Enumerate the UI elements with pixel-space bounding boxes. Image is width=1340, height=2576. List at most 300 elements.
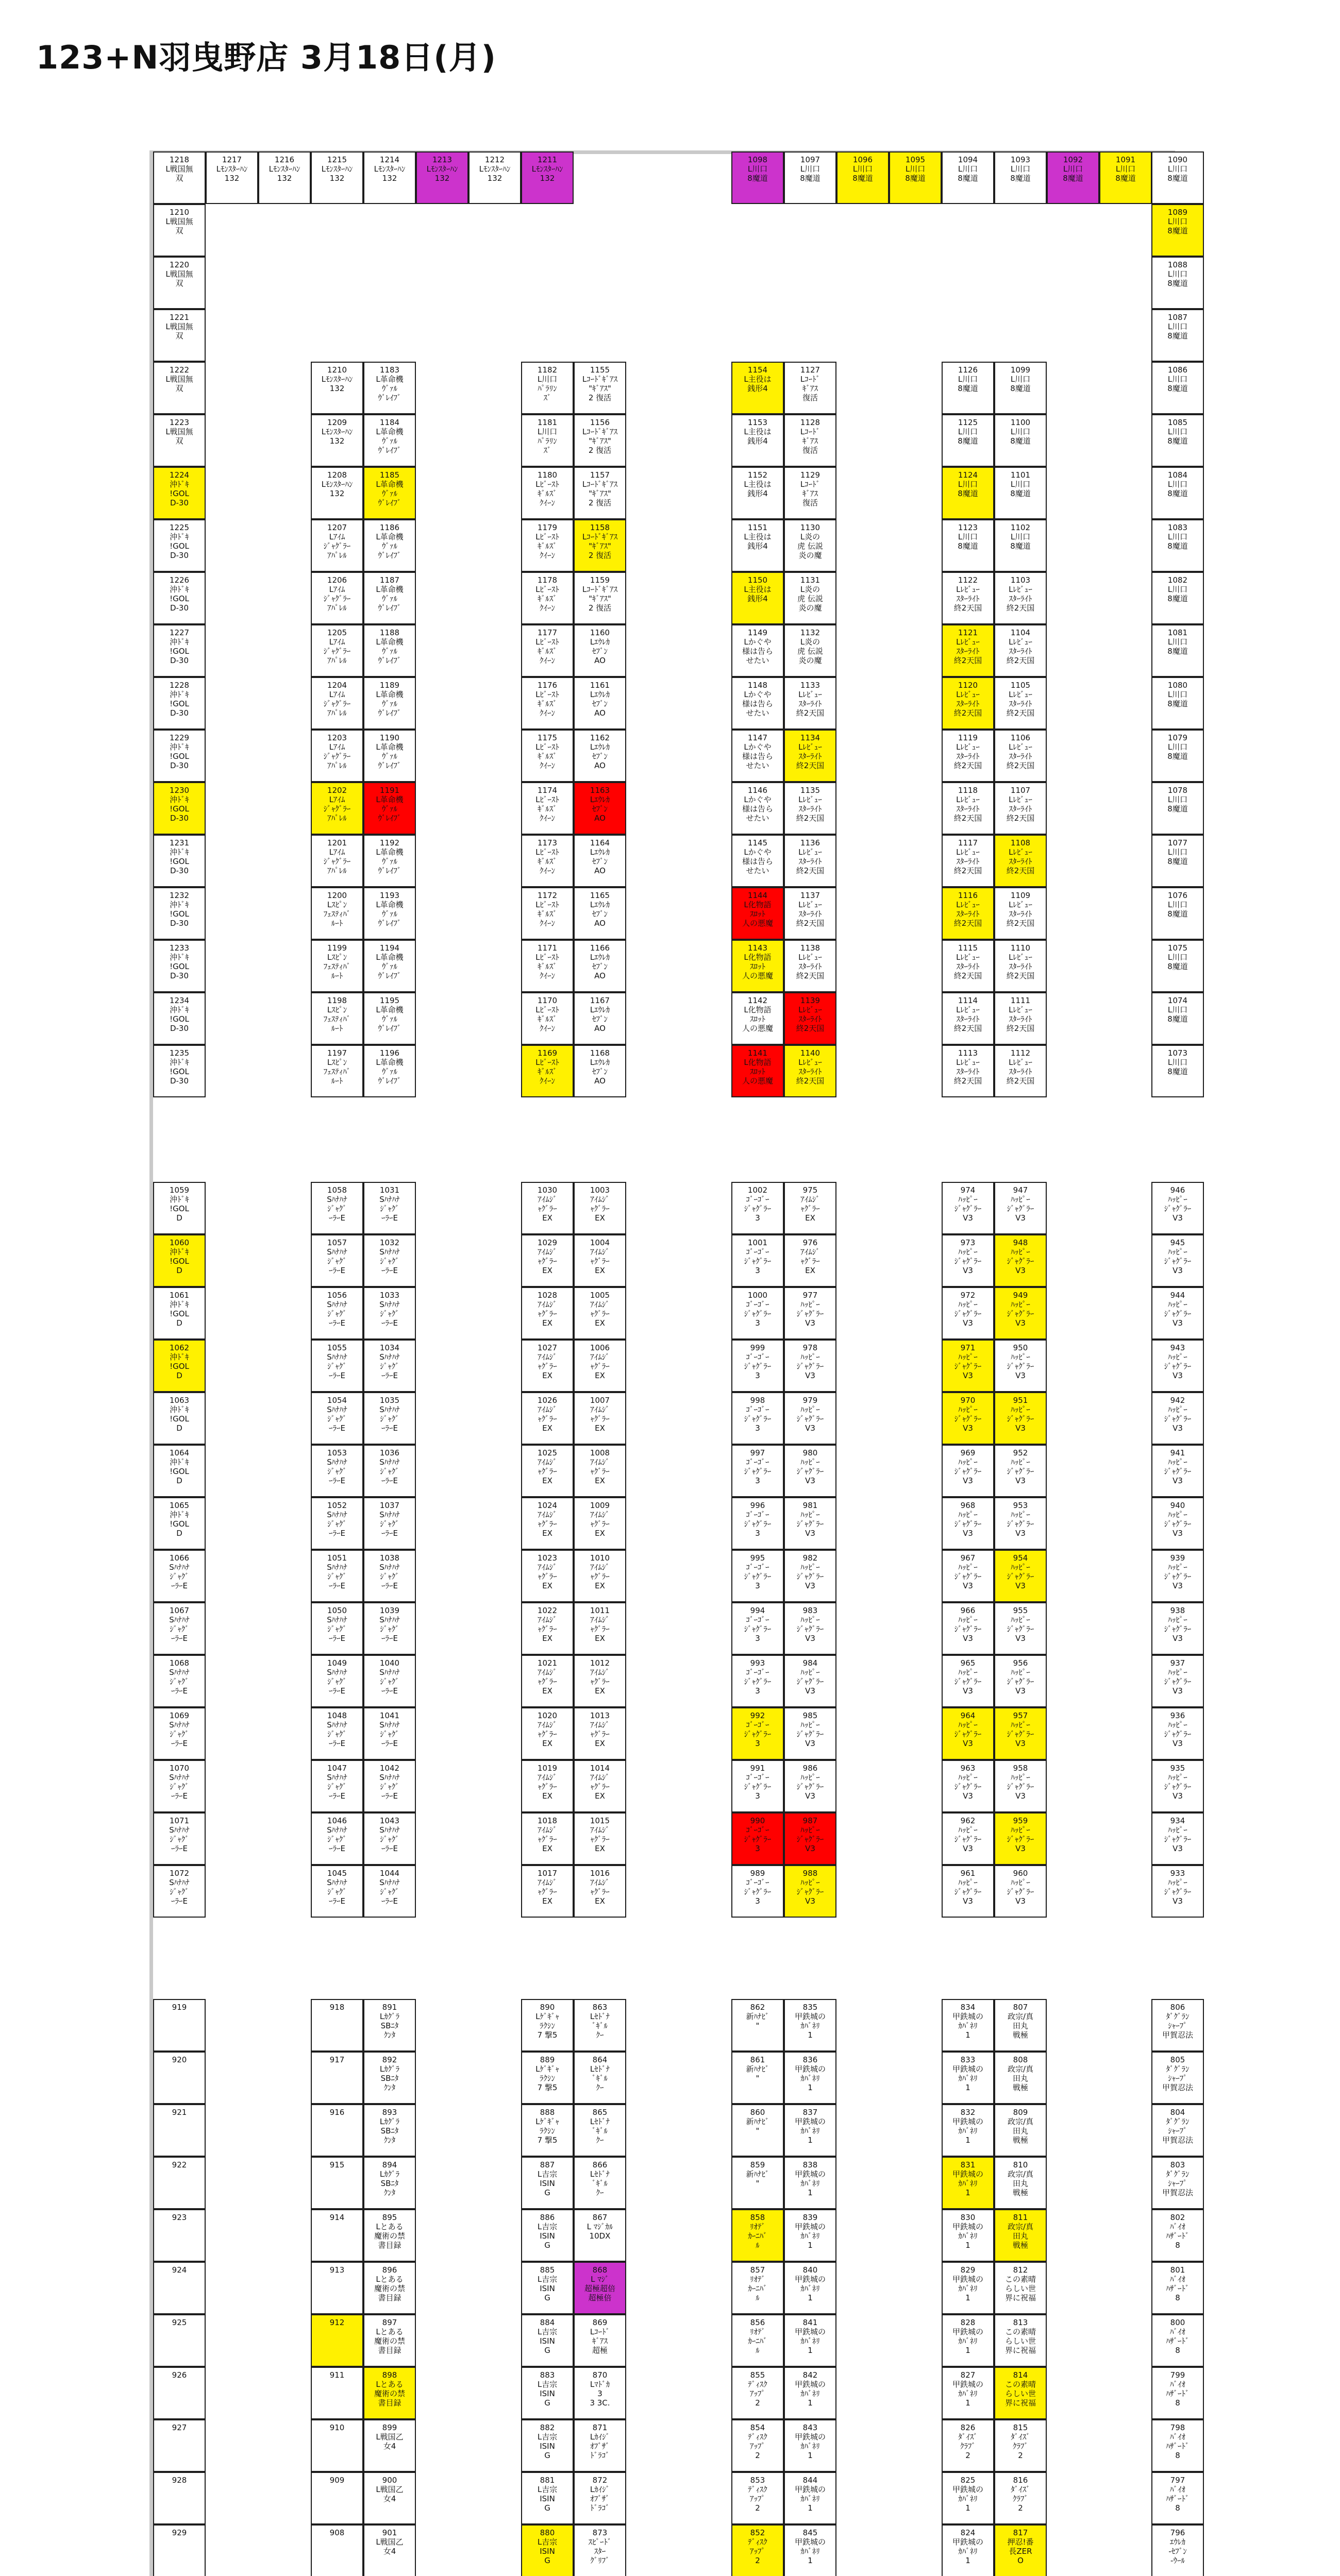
machine-cell (784, 1497, 836, 1550)
machine-cell (468, 151, 521, 204)
machine-name: Sﾊﾅﾊﾅ ｼﾞｬｸﾞ ｰﾗｰE (327, 1352, 347, 1380)
machine-number: 1110 (1010, 943, 1031, 953)
machine-number: 997 (750, 1448, 765, 1458)
machine-name: 甲鉄城の ｶﾊﾞﾈﾘ 1 (794, 2485, 826, 2513)
machine-number: 1096 (852, 155, 873, 164)
machine-name: ﾊｯﾋﾟｰ ｼﾞｬｸﾞﾗｰ V3 (1007, 1878, 1034, 1906)
machine-name: L革命機 ｳﾞｧﾙ ｳﾞﾚｲﾌﾞ (376, 427, 404, 455)
machine-cell (574, 677, 626, 730)
machine-cell (521, 414, 574, 467)
machine-cell (153, 467, 206, 519)
machine-name: Sﾊﾅﾊﾅ ｼﾞｬｸﾞ ｰﾗｰE (379, 1247, 400, 1275)
machine-cell (784, 1655, 836, 1707)
machine-name: L化物語 ｽﾛｯﾄ 人の悪魔 (742, 953, 773, 980)
machine-cell (521, 2314, 574, 2367)
machine-cell (153, 2314, 206, 2367)
machine-name: L革命機 ｳﾞｧﾙ ｳﾞﾚｲﾌﾞ (376, 953, 404, 980)
machine-number: 829 (960, 2265, 976, 2275)
machine-number: 854 (750, 2423, 765, 2432)
machine-number: 1185 (379, 470, 400, 480)
machine-cell (994, 1602, 1047, 1655)
machine-cell (1151, 1497, 1204, 1550)
machine-name: 新ﾊﾅﾋﾞ " (746, 2170, 769, 2188)
machine-cell (363, 992, 416, 1045)
machine-number: 824 (960, 2528, 976, 2537)
machine-number: 1147 (747, 733, 768, 742)
machine-number: 1220 (169, 260, 190, 269)
machine-name: Sﾊﾅﾊﾅ ｼﾞｬｸﾞ ｰﾗｰE (327, 1615, 347, 1643)
machine-number: 1002 (747, 1185, 768, 1195)
machine-name: ﾀﾞｸﾞﾗﾝ ｼｬｰﾌﾟ 甲賀忍法 (1162, 2117, 1193, 2145)
machine-number: 1227 (169, 628, 190, 637)
machine-number: 1215 (327, 155, 347, 164)
machine-name: L川口 8魔道 (1167, 690, 1188, 708)
machine-name: Lｱｲﾑ ｼﾞｬｸﾞﾗｰ ｱﾊﾟﾚﾙ (323, 585, 351, 613)
machine-number: 991 (750, 1764, 765, 1773)
machine-number: 841 (802, 2318, 818, 2327)
machine-number: 1057 (327, 1238, 347, 1247)
machine-number: 965 (960, 1658, 976, 1668)
machine-number: 1129 (800, 470, 820, 480)
machine-name: Sﾊﾅﾊﾅ ｼﾞｬｸﾞ ｰﾗｰE (327, 1773, 347, 1801)
machine-cell (1151, 2367, 1204, 2419)
machine-cell (731, 362, 784, 414)
machine-cell (784, 519, 836, 572)
machine-number: 917 (329, 2055, 345, 2064)
machine-cell (363, 624, 416, 677)
machine-cell (574, 2524, 626, 2576)
machine-name: ﾊｯﾋﾟｰ ｼﾞｬｸﾞﾗｰ V3 (1007, 1352, 1034, 1380)
machine-name: Lﾓﾝｽﾀｰﾊﾝ 132 (374, 164, 406, 183)
machine-cell (1151, 309, 1204, 362)
machine-cell (731, 677, 784, 730)
machine-name: Lｴｳﾚｶ ｾﾌﾞﾝ AO (590, 1005, 610, 1033)
machine-number: 1095 (905, 155, 926, 164)
machine-number: 1011 (590, 1606, 610, 1615)
machine-name: L川口 8魔道 (1167, 585, 1188, 603)
machine-name: Lﾋﾞｰｽﾄ ｷﾞﾙｽﾞ ｸｲｰﾝ (535, 1005, 559, 1033)
machine-number: 796 (1170, 2528, 1185, 2537)
machine-name: ｱｲﾑｼﾞ ｬｸﾞﾗｰ EX (590, 1720, 610, 1748)
machine-cell (731, 2209, 784, 2262)
machine-cell (521, 2524, 574, 2576)
machine-number: 872 (592, 2476, 608, 2485)
machine-number: 1055 (327, 1343, 347, 1352)
machine-number: 881 (540, 2476, 555, 2485)
machine-cell (731, 1999, 784, 2052)
machine-cell (731, 151, 784, 204)
machine-name: ｱｲﾑｼﾞ ｬｸﾞﾗｰ EX (590, 1195, 610, 1223)
machine-number: 1205 (327, 628, 347, 637)
machine-name: ｱｲﾑｼﾞ ｬｸﾞﾗｰ EX (538, 1195, 557, 1223)
machine-name: L戦国無 双 (165, 322, 193, 341)
machine-number: 1045 (327, 1869, 347, 1878)
machine-number: 835 (802, 2003, 818, 2012)
machine-number: 963 (960, 1764, 976, 1773)
machine-name: L主役は 銭形4 (744, 585, 772, 603)
machine-number: 1016 (590, 1869, 610, 1878)
machine-cell (994, 2104, 1047, 2157)
machine-number: 1138 (800, 943, 820, 953)
machine-name: 甲鉄城の ｶﾊﾞﾈﾘ 1 (794, 2012, 826, 2040)
machine-cell (363, 940, 416, 992)
machine-number: 947 (1013, 1185, 1028, 1195)
machine-name: L川口 8魔道 (1167, 900, 1188, 919)
machine-cell (784, 2262, 836, 2314)
machine-number: 1014 (590, 1764, 610, 1773)
machine-number: 839 (802, 2213, 818, 2222)
machine-number: 1181 (537, 418, 558, 427)
machine-cell (994, 151, 1047, 204)
machine-number: 999 (750, 1343, 765, 1352)
machine-number: 1172 (537, 891, 558, 900)
machine-number: 1005 (590, 1291, 610, 1300)
machine-number: 862 (750, 2003, 765, 2012)
machine-number: 1120 (958, 681, 978, 690)
machine-number: 816 (1013, 2476, 1028, 2485)
machine-name: Lｺｰﾄﾞ ｷﾞｱｽ 復活 (800, 480, 820, 507)
machine-cell (363, 151, 416, 204)
machine-number: 1126 (958, 365, 978, 375)
machine-cell (784, 2052, 836, 2104)
machine-number: 978 (802, 1343, 818, 1352)
machine-name: L革命機 ｳﾞｧﾙ ｳﾞﾚｲﾌﾞ (376, 1005, 404, 1033)
machine-number: 1100 (1010, 418, 1031, 427)
machine-cell (994, 992, 1047, 1045)
machine-name: 沖ﾄﾞｷ !GOL D-30 (170, 953, 189, 980)
machine-cell (784, 1182, 836, 1234)
machine-cell (942, 2472, 994, 2524)
machine-cell (153, 1812, 206, 1865)
machine-number: 892 (382, 2055, 397, 2064)
machine-number: 1225 (169, 523, 190, 532)
machine-cell (258, 151, 311, 204)
machine-number: 1195 (379, 996, 400, 1005)
machine-cell (784, 1865, 836, 1918)
machine-number: 929 (172, 2528, 187, 2537)
machine-cell (942, 1045, 994, 1097)
machine-cell (363, 1340, 416, 1392)
machine-number: 1116 (958, 891, 978, 900)
machine-cell (311, 2157, 363, 2209)
machine-name: ﾊｯﾋﾟｰ ｼﾞｬｸﾞﾗｰ V3 (796, 1405, 824, 1433)
machine-name: L川口 8魔道 (1167, 1058, 1188, 1076)
machine-name: Lﾚﾋﾞｭｰ ｽﾀｰﾗｲﾄ 終2天国 (1006, 690, 1035, 718)
machine-cell (521, 2052, 574, 2104)
machine-number: 938 (1170, 1606, 1185, 1615)
machine-cell (521, 730, 574, 782)
machine-name: ﾊｯﾋﾟｰ ｼﾞｬｸﾞﾗｰ V3 (1164, 1300, 1192, 1328)
machine-cell (311, 1760, 363, 1812)
machine-cell (942, 1999, 994, 2052)
machine-name: Lﾓﾝｽﾀｰﾊﾝ 132 (321, 427, 353, 446)
machine-name: Lｽﾋﾟﾝ ﾌｪｽﾃｨﾊﾞ ﾙｰﾄ (323, 953, 351, 980)
machine-name: ﾀﾞｲｽﾞ ｸﾗﾌﾞ 2 (958, 2432, 978, 2460)
machine-name: Lﾚﾋﾞｭｰ ｽﾀｰﾗｲﾄ 終2天国 (953, 795, 982, 823)
machine-number: 1013 (590, 1711, 610, 1720)
machine-name: ﾊｯﾋﾟｰ ｼﾞｬｸﾞﾗｰ V3 (796, 1720, 824, 1748)
machine-number: 1124 (958, 470, 978, 480)
machine-number: 1202 (327, 786, 347, 795)
machine-cell (574, 467, 626, 519)
machine-name: Lﾋﾞｰｽﾄ ｷﾞﾙｽﾞ ｸｲｰﾝ (535, 795, 559, 823)
machine-cell (521, 2367, 574, 2419)
machine-cell (521, 1234, 574, 1287)
machine-cell (311, 1392, 363, 1445)
machine-number: 1163 (590, 786, 610, 795)
machine-cell (521, 1812, 574, 1865)
machine-cell (153, 2419, 206, 2472)
machine-cell (521, 1340, 574, 1392)
machine-number: 1139 (800, 996, 820, 1005)
machine-name: Lｽﾋﾟﾝ ﾌｪｽﾃｨﾊﾞ ﾙｰﾄ (323, 1005, 351, 1033)
machine-name: ﾃﾞｨｽｸ ｱｯﾌﾟ 2 (748, 2485, 767, 2513)
machine-cell (311, 1550, 363, 1602)
machine-cell (942, 1392, 994, 1445)
machine-number: 957 (1013, 1711, 1028, 1720)
machine-number: 1177 (537, 628, 558, 637)
machine-name: Sﾊﾅﾊﾅ ｼﾞｬｸﾞ ｰﾗｰE (327, 1458, 347, 1485)
machine-name: Lﾚﾋﾞｭｰ ｽﾀｰﾗｲﾄ 終2天国 (953, 637, 982, 665)
machine-number: 1104 (1010, 628, 1031, 637)
machine-cell (521, 1045, 574, 1097)
page-title: 123+N羽曳野店 3月18日(月) (36, 39, 496, 76)
machine-number: 1032 (379, 1238, 400, 1247)
machine-number: 1086 (1167, 365, 1188, 375)
machine-name: Lｾﾄﾞﾅ ﾞｷﾞﾙ ｸｰ (590, 2117, 610, 2145)
machine-name: Lﾚﾋﾞｭｰ ｽﾀｰﾗｲﾄ 終2天国 (953, 953, 982, 980)
machine-name: ﾊｯﾋﾟｰ ｼﾞｬｸﾞﾗｰ V3 (796, 1668, 824, 1696)
machine-number: 886 (540, 2213, 555, 2222)
machine-number: 1113 (958, 1048, 978, 1058)
machine-number: 923 (172, 2213, 187, 2222)
machine-cell (363, 2524, 416, 2576)
machine-name: Lｴｳﾚｶ ｾﾌﾞﾝ AO (590, 742, 610, 770)
machine-name: 新ﾊﾅﾋﾞ " (746, 2117, 769, 2136)
machine-number: 812 (1013, 2265, 1028, 2275)
machine-number: 1092 (1063, 155, 1083, 164)
machine-name: Lﾚﾋﾞｭｰ ｽﾀｰﾗｲﾄ 終2天国 (953, 900, 982, 928)
machine-number: 969 (960, 1448, 976, 1458)
machine-name: 沖ﾄﾞｷ !GOL D-30 (170, 848, 189, 875)
machine-cell (363, 2052, 416, 2104)
machine-number: 1101 (1010, 470, 1031, 480)
machine-name: ｺﾞｰｺﾞｰ ｼﾞｬｸﾞﾗｰ 3 (744, 1405, 772, 1433)
machine-cell (311, 2262, 363, 2314)
machine-cell (784, 2419, 836, 2472)
machine-number: 1004 (590, 1238, 610, 1247)
machine-cell (994, 1655, 1047, 1707)
machine-number: 1069 (169, 1711, 190, 1720)
machine-name: L化物語 ｽﾛｯﾄ 人の悪魔 (742, 1005, 773, 1033)
machine-number: 837 (802, 2108, 818, 2117)
machine-cell (942, 1497, 994, 1550)
machine-name: L吉宗 ISIN G (537, 2170, 558, 2197)
machine-cell (153, 1865, 206, 1918)
machine-number: 982 (802, 1553, 818, 1563)
machine-number: 910 (329, 2423, 345, 2432)
machine-cell (574, 2209, 626, 2262)
machine-cell (889, 151, 942, 204)
machine-number: 858 (750, 2213, 765, 2222)
machine-cell (363, 1760, 416, 1812)
machine-cell (994, 1182, 1047, 1234)
machine-name: Sﾊﾅﾊﾅ ｼﾞｬｸﾞ ｰﾗｰE (327, 1563, 347, 1590)
machine-number: 1098 (747, 155, 768, 164)
machine-number: 935 (1170, 1764, 1185, 1773)
machine-name: L戦国無 双 (165, 217, 193, 235)
machine-name: 甲鉄城の ｶﾊﾞﾈﾘ 1 (794, 2327, 826, 2355)
machine-name: Sﾊﾅﾊﾅ ｼﾞｬｸﾞ ｰﾗｰE (379, 1825, 400, 1853)
machine-number: 911 (329, 2370, 345, 2380)
machine-cell (363, 414, 416, 467)
machine-cell (311, 1602, 363, 1655)
machine-cell (1151, 2419, 1204, 2472)
machine-cell (363, 362, 416, 414)
machine-name: 甲鉄城の ｶﾊﾞﾈﾘ 1 (952, 2012, 983, 2040)
machine-number: 1217 (222, 155, 242, 164)
machine-cell (1151, 257, 1204, 309)
machine-name: ﾊﾞｲｵ ﾊｻﾞｰﾄﾞ 8 (1166, 2485, 1190, 2513)
machine-number: 994 (750, 1606, 765, 1615)
machine-name: L戦国無 双 (165, 375, 193, 393)
machine-cell (574, 2419, 626, 2472)
machine-name: ｱｲﾑｼﾞ ｬｸﾞﾗｰ EX (538, 1352, 557, 1380)
machine-name: Sﾊﾅﾊﾅ ｼﾞｬｸﾞ ｰﾗｰE (379, 1563, 400, 1590)
machine-number: 1046 (327, 1816, 347, 1825)
machine-cell (731, 2472, 784, 2524)
machine-cell (153, 1550, 206, 1602)
machine-number: 1025 (537, 1448, 558, 1458)
machine-number: 831 (960, 2160, 976, 2170)
machine-name: Lｺｰﾄﾞｷﾞｱｽ "ｷﾞｱｽ" 2 復活 (582, 375, 618, 402)
machine-name: ﾊｯﾋﾟｰ ｼﾞｬｸﾞﾗｰ V3 (954, 1563, 982, 1590)
machine-number: 1060 (169, 1238, 190, 1247)
machine-number: 1148 (747, 681, 768, 690)
machine-number: 1064 (169, 1448, 190, 1458)
machine-number: 855 (750, 2370, 765, 2380)
machine-name: Lかぐや 様は告ら せたい (742, 742, 773, 770)
machine-number: 940 (1170, 1501, 1185, 1510)
machine-number: 971 (960, 1343, 976, 1352)
machine-cell (1151, 2104, 1204, 2157)
machine-name: Lﾓﾝｽﾀｰﾊﾝ 132 (531, 164, 563, 183)
machine-cell (942, 624, 994, 677)
machine-cell (574, 940, 626, 992)
machine-number: 1158 (590, 523, 610, 532)
machine-name: ｱｲﾑｼﾞ ｬｸﾞﾗｰ EX (800, 1195, 820, 1223)
machine-cell (942, 835, 994, 887)
machine-cell (521, 624, 574, 677)
machine-cell (311, 782, 363, 835)
machine-cell (153, 677, 206, 730)
machine-number: 1211 (537, 155, 558, 164)
machine-name: Lﾚﾋﾞｭｰ ｽﾀｰﾗｲﾄ 終2天国 (796, 953, 825, 980)
machine-name: ﾊｯﾋﾟｰ ｼﾞｬｸﾞﾗｰ V3 (954, 1247, 982, 1275)
machine-cell (994, 2157, 1047, 2209)
machine-number: 1155 (590, 365, 610, 375)
machine-cell (521, 835, 574, 887)
machine-number: 1020 (537, 1711, 558, 1720)
machine-cell (153, 1287, 206, 1340)
machine-number: 815 (1013, 2423, 1028, 2432)
machine-cell (994, 1760, 1047, 1812)
machine-name: Lｶｸﾞﾗ SBﾆﾀ ｸﾝﾀ (379, 2170, 400, 2197)
machine-cell (731, 782, 784, 835)
machine-name: Lﾚﾋﾞｭｰ ｽﾀｰﾗｲﾄ 終2天国 (1006, 1005, 1035, 1033)
machine-name: ﾊｯﾋﾟｰ ｼﾞｬｸﾞﾗｰ V3 (796, 1773, 824, 1801)
machine-number: 853 (750, 2476, 765, 2485)
machine-name: Lﾓﾝｽﾀｰﾊﾝ 132 (426, 164, 458, 183)
machine-name: Lﾋﾞｰｽﾄ ｷﾞﾙｽﾞ ｸｲｰﾝ (535, 953, 559, 980)
machine-name: L川口 8魔道 (1167, 427, 1188, 446)
machine-cell (574, 2472, 626, 2524)
machine-number: 866 (592, 2160, 608, 2170)
machine-name: Lｶｸﾞﾗ SBﾆﾀ ｸﾝﾀ (379, 2012, 400, 2040)
machine-number: 992 (750, 1711, 765, 1720)
machine-name: L川口 8魔道 (1167, 637, 1188, 656)
machine-name: Sﾊﾅﾊﾅ ｼﾞｬｸﾞ ｰﾗｰE (169, 1720, 190, 1748)
machine-number: 1089 (1167, 208, 1188, 217)
machine-number: 1214 (379, 155, 400, 164)
machine-name: ﾊｯﾋﾟｰ ｼﾞｬｸﾞﾗｰ V3 (1164, 1458, 1192, 1485)
machine-name: ﾊｯﾋﾟｰ ｼﾞｬｸﾞﾗｰ V3 (796, 1510, 824, 1538)
machine-name: ﾃﾞｨｽｸ ｱｯﾌﾟ 2 (748, 2432, 767, 2460)
machine-cell (942, 1812, 994, 1865)
machine-number: 845 (802, 2528, 818, 2537)
machine-cell (311, 1182, 363, 1234)
machine-name: Sﾊﾅﾊﾅ ｼﾞｬｸﾞ ｰﾗｰE (327, 1668, 347, 1696)
machine-name: Lﾋﾞｰｽﾄ ｷﾞﾙｽﾞ ｸｲｰﾝ (535, 848, 559, 875)
machine-name: Sﾊﾅﾊﾅ ｼﾞｬｸﾞ ｰﾗｰE (327, 1405, 347, 1433)
machine-cell (153, 940, 206, 992)
machine-number: 1231 (169, 838, 190, 848)
machine-name: ﾊｯﾋﾟｰ ｼﾞｬｸﾞﾗｰ V3 (796, 1352, 824, 1380)
machine-name: 甲鉄城の ｶﾊﾞﾈﾘ 1 (794, 2117, 826, 2145)
machine-number: 1109 (1010, 891, 1031, 900)
machine-number: 852 (750, 2528, 765, 2537)
machine-number: 1134 (800, 733, 820, 742)
machine-number: 800 (1170, 2318, 1185, 2327)
machine-name: L川口 8魔道 (1115, 164, 1136, 183)
machine-number: 1070 (169, 1764, 190, 1773)
machine-name: ﾘｵﾃﾞ ｶｰﾆﾊﾞ ﾙ (748, 2327, 767, 2355)
machine-number: 918 (329, 2003, 345, 2012)
machine-cell (363, 2209, 416, 2262)
machine-name: ﾊｯﾋﾟｰ ｼﾞｬｸﾞﾗｰ V3 (954, 1720, 982, 1748)
machine-name: Lかぐや 様は告ら せたい (742, 795, 773, 823)
machine-cell (784, 2157, 836, 2209)
machine-name: L吉宗 ISIN G (537, 2275, 558, 2302)
machine-cell (363, 1812, 416, 1865)
machine-number: 1226 (169, 575, 190, 585)
machine-name: Lﾚﾋﾞｭｰ ｽﾀｰﾗｲﾄ 終2天国 (953, 690, 982, 718)
machine-cell (731, 730, 784, 782)
machine-name: ｱｲﾑｼﾞ ｬｸﾞﾗｰ EX (590, 1615, 610, 1643)
machine-number: 998 (750, 1396, 765, 1405)
machine-cell (942, 151, 994, 204)
machine-number: 942 (1170, 1396, 1185, 1405)
machine-cell (521, 1497, 574, 1550)
machine-cell (1151, 1392, 1204, 1445)
machine-cell (994, 2472, 1047, 2524)
machine-name: Lﾋﾞｰｽﾄ ｷﾞﾙｽﾞ ｸｲｰﾝ (535, 1058, 559, 1086)
machine-number: 1030 (537, 1185, 558, 1195)
machine-cell (153, 309, 206, 362)
machine-number: 1054 (327, 1396, 347, 1405)
machine-name: L主役は 銭形4 (744, 532, 772, 551)
machine-number: 966 (960, 1606, 976, 1615)
